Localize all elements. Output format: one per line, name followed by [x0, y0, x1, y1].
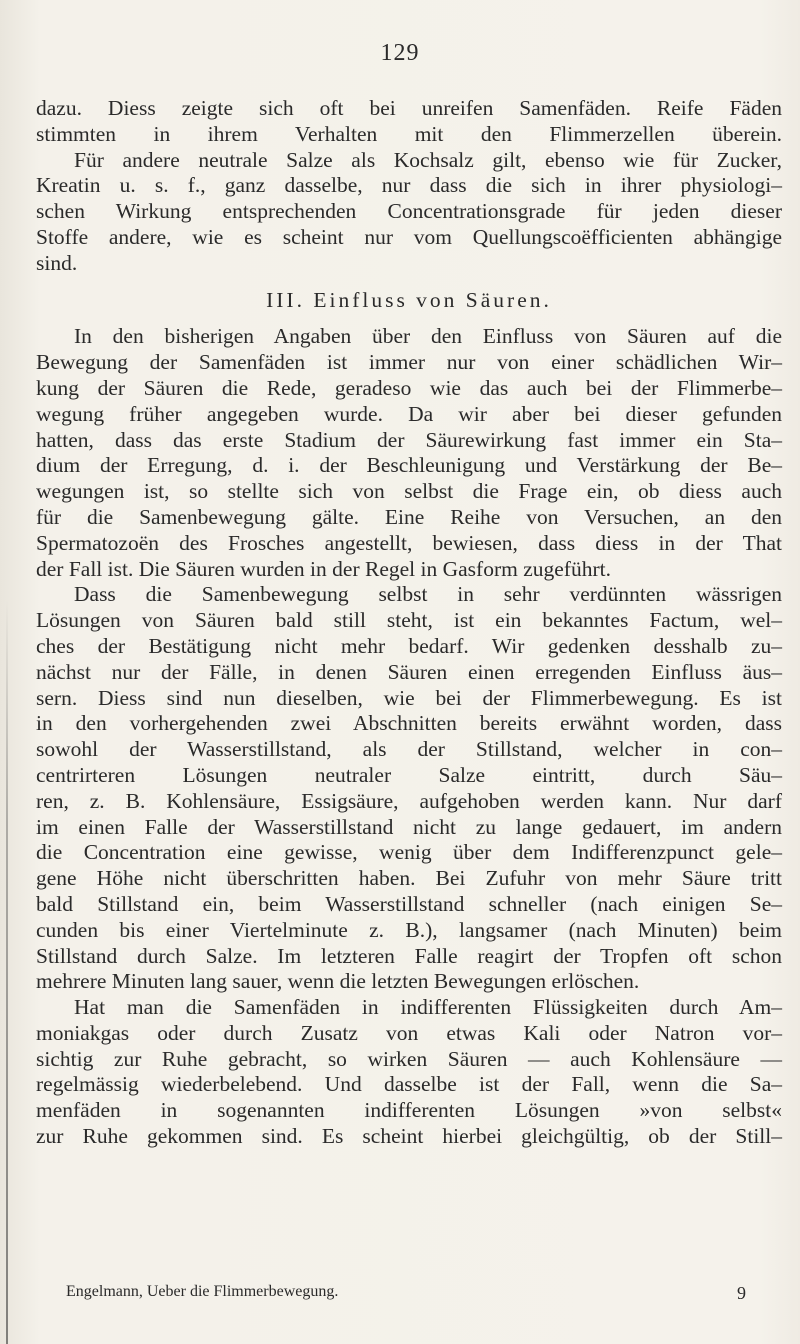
- text-line: schen Wirkung entsprechenden Concentrationsgrade für jeden dieser: [36, 199, 782, 224]
- text-line: sichtig zur Ruhe gebracht, so wirken Säuren — auch Kohlensäure —: [36, 1046, 782, 1071]
- text-line: sern. Diess sind nun dieselben, wie bei der Flimmerbewegung. Es ist: [36, 685, 782, 710]
- signature-mark: 9: [737, 1283, 746, 1303]
- section-heading: III. Einfluss von Säuren.: [266, 287, 552, 312]
- text-line: sowohl der Wasserstillstand, als der Stillstand, welcher in con–: [36, 737, 782, 762]
- text-line: moniakgas oder durch Zusatz von etwas Kali oder Natron vor–: [36, 1020, 782, 1045]
- page-number: 129: [380, 40, 420, 66]
- page-gutter-shadow: [6, 600, 8, 1344]
- text-line: wegungen ist, so stellte sich von selbst die Frage ein, ob diess auch: [36, 479, 782, 504]
- text-line: dazu. Diess zeigte sich oft bei unreifen Samenfäden. Reife Fäden: [36, 96, 782, 120]
- text-line: Hat man die Samenfäden in indifferenten Flüssigkeiten durch Am–: [74, 995, 782, 1020]
- running-title: Engelmann, Ueber die Flimmerbewegung.: [66, 1283, 339, 1300]
- body-text: [36, 96, 782, 1150]
- text-line: Stillstand durch Salze. Im letzteren Falle reagirt der Tropfen oft schon: [36, 943, 782, 968]
- text-line: zur Ruhe gekommen sind. Es scheint hierbei gleichgültig, ob der Still–: [36, 1124, 782, 1149]
- text-line: cunden bis einer Viertelminute z. B.), langsamer (nach Minuten) beim: [36, 917, 782, 942]
- text-line: mehrere Minuten lang sauer, wenn die letzten Bewegungen erlöschen.: [36, 969, 640, 994]
- text-line: centrirteren Lösungen neutraler Salze eintritt, durch Säu–: [36, 762, 782, 787]
- text-line: Lösungen von Säuren bald still steht, ist ein bekanntes Factum, wel–: [36, 608, 782, 633]
- text-line: im einen Falle der Wasserstillstand nicht zu lange gedauert, im andern: [36, 814, 782, 839]
- page-footer: [66, 1283, 766, 1301]
- text-line: regelmässig wiederbelebend. Und dasselbe ist der Fall, wenn die Sa–: [36, 1072, 782, 1097]
- text-line: menfäden in sogenannten indifferenten Lösungen »von selbst«: [36, 1098, 782, 1123]
- text-line: ren, z. B. Kohlensäure, Essigsäure, aufgehoben werden kann. Nur darf: [36, 788, 782, 813]
- text-line: Dass die Samenbewegung selbst in sehr verdünnten wässrigen: [74, 582, 782, 607]
- text-line: ches der Bestätigung nicht mehr bedarf. Wir gedenken desshalb zu–: [36, 633, 782, 658]
- text-line: kung der Säuren die Rede, geradeso wie das auch bei der Flimmerbe–: [36, 375, 782, 400]
- text-line: bald Stillstand ein, beim Wasserstillstand schneller (nach einigen Se–: [36, 891, 782, 916]
- text-line: wegung früher angegeben wurde. Da wir aber bei dieser gefunden: [36, 401, 782, 426]
- text-line: stimmten in ihrem Verhalten mit den Flimmerzellen überein.: [36, 121, 782, 146]
- text-line: Spermatozoën des Frosches angestellt, bewiesen, dass diess in der That: [36, 530, 782, 555]
- text-line: hatten, dass das erste Stadium der Säurewirkung fast immer ein Sta–: [36, 427, 782, 452]
- text-line: in den vorhergehenden zwei Abschnitten bereits erwähnt worden, dass: [36, 711, 782, 736]
- text-line: Für andere neutrale Salze als Kochsalz gilt, ebenso wie für Zucker,: [74, 147, 782, 172]
- text-line: die Concentration eine gewisse, wenig über dem Indifferenzpunct gele–: [36, 840, 782, 865]
- text-line: gene Höhe nicht überschritten haben. Bei Zufuhr von mehr Säure tritt: [36, 866, 782, 891]
- text-line: In den bisherigen Angaben über den Einfluss von Säuren auf die: [74, 324, 782, 349]
- text-line: für die Samenbewegung gälte. Eine Reihe von Versuchen, an den: [36, 504, 782, 529]
- text-line: sind.: [36, 250, 78, 275]
- text-line: der Fall ist. Die Säuren wurden in der Regel in Gasform zugeführt.: [36, 556, 611, 581]
- text-line: Bewegung der Samenfäden ist immer nur von einer schädlichen Wir–: [36, 350, 782, 375]
- text-line: Kreatin u. s. f., ganz dasselbe, nur dass die sich in ihrer physiologi–: [36, 173, 782, 198]
- text-line: nächst nur der Fälle, in denen Säuren einen erregenden Einfluss äus–: [36, 659, 782, 684]
- text-line: Stoffe andere, wie es scheint nur vom Quellungscoëfficienten abhängige: [36, 224, 782, 249]
- text-line: dium der Erregung, d. i. der Beschleunigung und Verstärkung der Be–: [36, 453, 782, 478]
